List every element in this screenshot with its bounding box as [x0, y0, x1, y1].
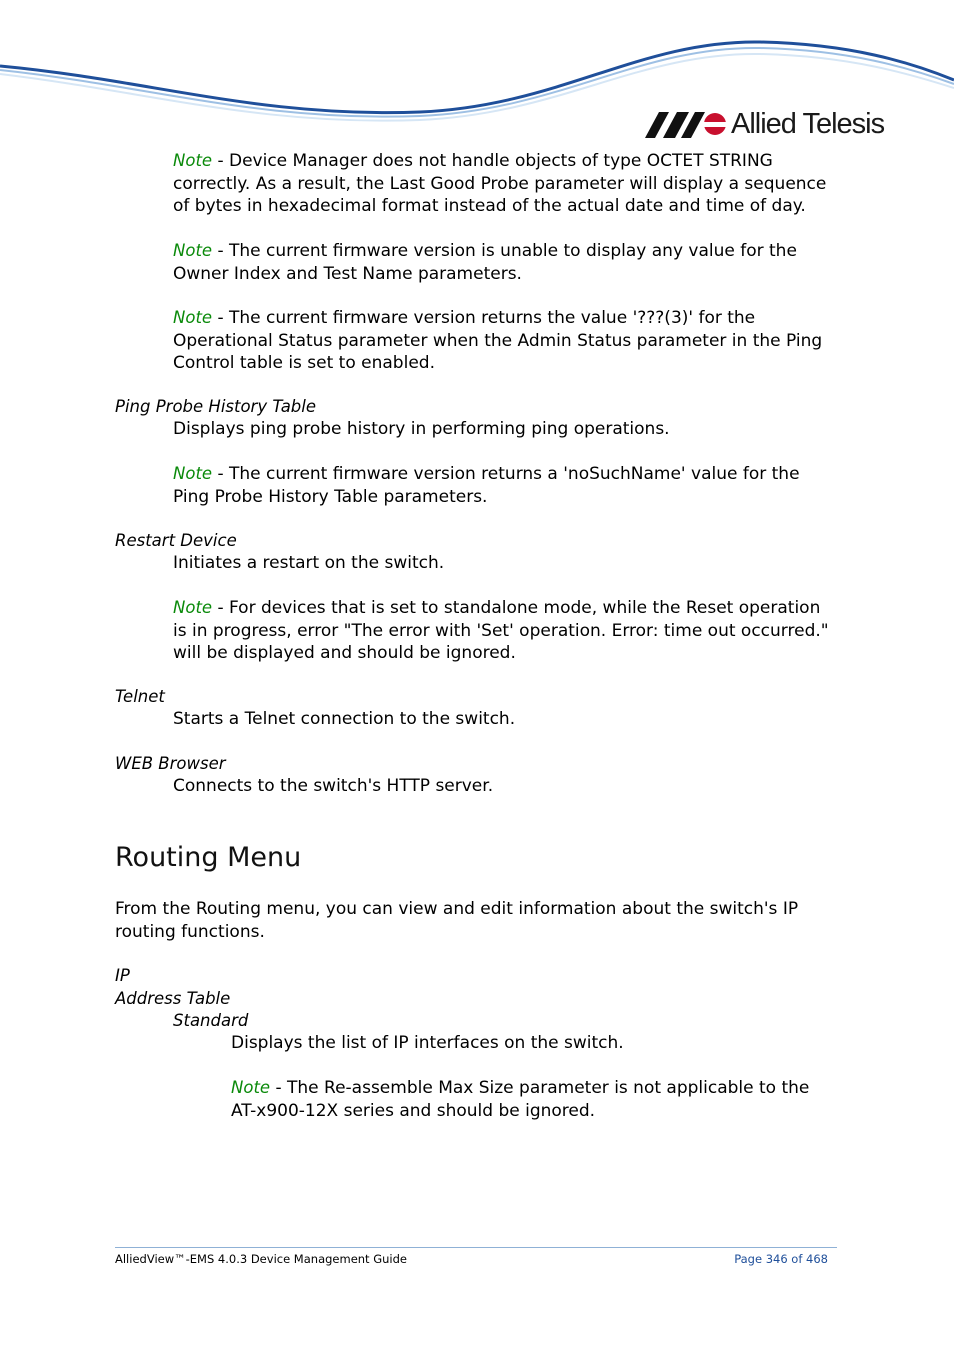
term-web-browser: WEB Browser: [115, 754, 226, 773]
logo-text: Allied Telesis: [731, 108, 885, 140]
note-text: - For devices that is set to standalone mode, while the Reset operation is in progress, error "The error with 'Set' operation. Error: time out occurred." will be displayed and should be ignored.: [173, 598, 829, 664]
term-description: Initiates a restart on the switch.: [173, 553, 445, 573]
note-text: - The Re-assemble Max Size parameter is not applicable to the AT-x900-12X series and should be ignored.: [231, 1078, 810, 1121]
note-label: Note: [173, 241, 213, 260]
term-restart-device: Restart Device: [115, 531, 237, 550]
note-paragraph: [173, 307, 833, 375]
note-paragraph: [173, 240, 833, 285]
note-text: - The current firmware version is unable to display any value for the Owner Index and Test Name parameters.: [173, 241, 797, 284]
note-paragraph: [173, 463, 833, 508]
term-ping-probe-history: Ping Probe History Table: [115, 397, 317, 416]
note-text: - Device Manager does not handle objects of type OCTET STRING correctly. As a result, the Last Good Probe parameter will display a sequence of bytes in hexadecimal format instead of the actual date and time of day.: [173, 151, 827, 217]
term-description: Starts a Telnet connection to the switch.: [173, 709, 516, 729]
term-ip: IP: [115, 966, 130, 985]
note-paragraph: [231, 1077, 831, 1122]
page-number: Page 346 of 468: [734, 1252, 828, 1266]
allied-telesis-logo: [645, 108, 884, 141]
term-description: Displays the list of IP interfaces on the switch.: [231, 1033, 624, 1053]
term-description: Connects to the switch's HTTP server.: [173, 776, 494, 796]
note-paragraph: [173, 150, 833, 218]
logo-mark-icon: [645, 112, 727, 138]
footer-title: AlliedView™-EMS 4.0.3 Device Management Guide: [115, 1252, 407, 1266]
note-paragraph: [173, 597, 833, 665]
note-text: - The current firmware version returns the value '???(3)' for the Operational Status parameter when the Admin Status parameter in the Ping Control table is set to enabled.: [173, 308, 823, 374]
note-label: Note: [231, 1078, 271, 1097]
term-description: Displays ping probe history in performing ping operations.: [173, 419, 670, 439]
term-address-table: Address Table: [115, 989, 231, 1008]
note-label: Note: [173, 598, 213, 617]
section-heading: Routing Menu: [115, 842, 302, 873]
term-standard: Standard: [173, 1011, 249, 1030]
intro-paragraph: From the Routing menu, you can view and edit information about the switch's IP routing functions.: [115, 899, 799, 942]
note-label: Note: [173, 464, 213, 483]
footer-divider: [115, 1247, 837, 1248]
term-telnet: Telnet: [115, 687, 165, 706]
note-label: Note: [173, 151, 213, 170]
note-text: - The current firmware version returns a 'noSuchName' value for the Ping Probe History Table parameters.: [173, 464, 800, 507]
note-label: Note: [173, 308, 213, 327]
